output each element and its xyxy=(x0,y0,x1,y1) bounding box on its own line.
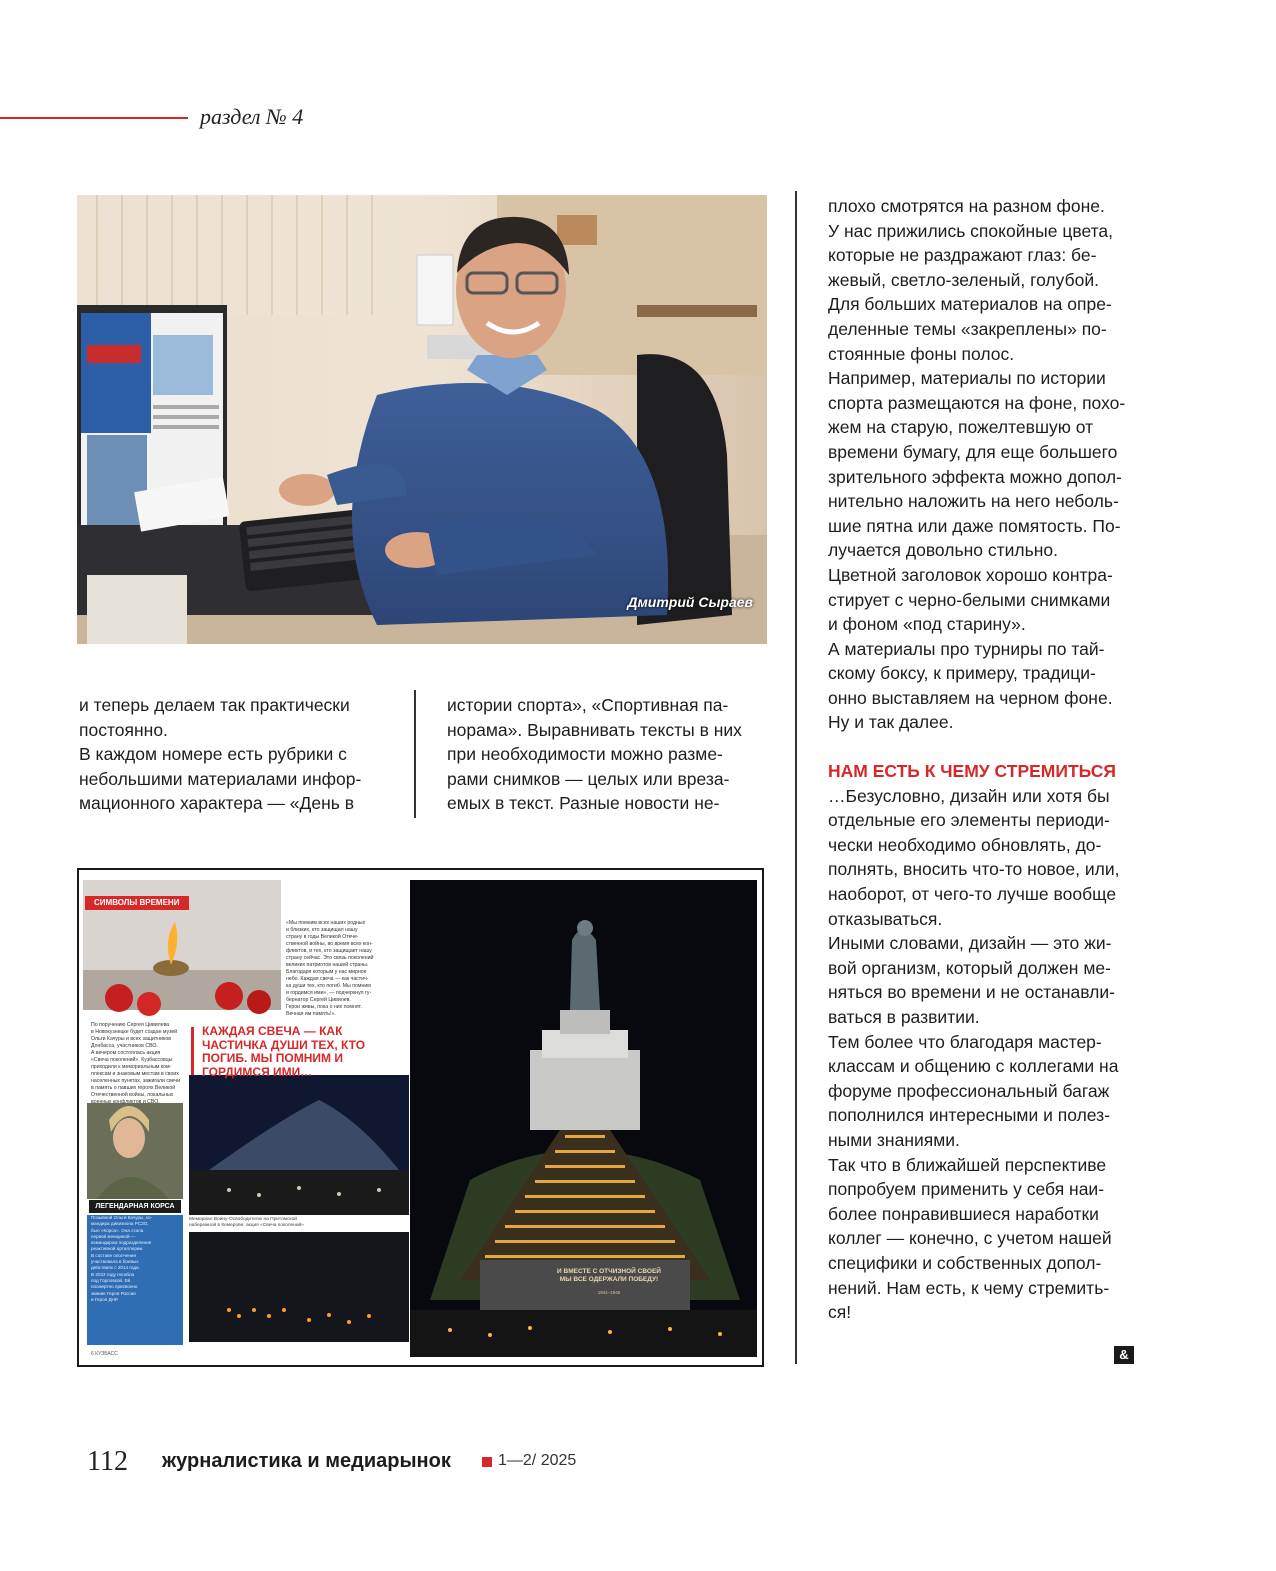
spread-legend-label: ЛЕГЕНДАРНАЯ КОРСА xyxy=(89,1200,181,1213)
spread-info-box xyxy=(87,1215,183,1345)
text-line: нений. Нам есть, к чему стремить- xyxy=(828,1277,1110,1298)
spread-box-line: действиях с 2014 года. xyxy=(91,1265,140,1271)
spread-headline-line: ГОРДИМСЯ ИМИ… xyxy=(202,1064,313,1079)
text-line: отказываться. xyxy=(828,908,943,929)
text-line: Для больших материалов на опре- xyxy=(828,294,1112,315)
text-line: Например, материалы по истории xyxy=(828,368,1106,389)
spread-box-line: реактивной артиллерии. xyxy=(91,1246,144,1252)
monument-inscription-line: 1941–1945 xyxy=(597,1290,621,1295)
text-line: норама». Выравнивать тексты в них xyxy=(447,719,742,740)
text-line: и фоном «под старину». xyxy=(828,614,1026,635)
journal-title: журналистика и медиарынок xyxy=(162,1450,451,1472)
spread-box-line: командиром подразделения xyxy=(91,1240,152,1246)
text-line: стирует с черно-белыми снимками xyxy=(828,589,1111,610)
spread-text-line: приходили к мемориальным ком- xyxy=(91,1064,172,1070)
spread-box-line: звание Героя России xyxy=(91,1290,136,1296)
text-line: ся! xyxy=(828,1302,852,1323)
spread-box-line: В составе ополчения xyxy=(91,1252,136,1258)
spread-headline xyxy=(202,1025,402,1079)
text-line: Ну и так далее. xyxy=(828,712,954,733)
text-line: и теперь делаем так практически xyxy=(79,695,350,715)
spread-text-line: и гордимся ими», — подчеркнул гу- xyxy=(286,990,372,996)
spread-text-line: в Новокузнецке будет создан музей xyxy=(91,1029,178,1035)
text-line: форуме профессиональный багаж xyxy=(828,1080,1110,1101)
text-line: классам и общению с коллегами на xyxy=(828,1056,1119,1077)
photo-credit: Дмитрий Сыраев xyxy=(627,594,753,610)
text-line: более понравившиеся наработки xyxy=(828,1203,1099,1224)
text-line: скому боксу, к примеру, традици- xyxy=(828,663,1096,684)
text-line: мационного характера — «День в xyxy=(79,793,355,814)
monument-inscription xyxy=(539,1268,679,1284)
spread-box-line: и Героя ДНР. xyxy=(91,1296,119,1302)
text-line: нительно наложить на него неболь- xyxy=(828,491,1119,512)
text-line: времени бумагу, для еще большего xyxy=(828,441,1118,462)
text-line: наоборот, от чего-то лучше вообще xyxy=(828,884,1117,905)
text-line: зрительного эффекта можно допол- xyxy=(828,466,1122,487)
spread-quote-text xyxy=(286,920,398,1018)
text-line: емых в текст. Разные новости не- xyxy=(447,793,720,814)
spread-box-line: Позывной Ольги Качуры, ко- xyxy=(91,1215,153,1220)
text-line: деленные темы «закреплены» по- xyxy=(828,318,1107,339)
text-line: Цветной заголовок хорошо контра- xyxy=(828,564,1113,585)
spread-text-line: Ольги Качуры и всех защитников xyxy=(91,1036,171,1042)
spread-text-line: ка души тех, кто погиб. Мы помним xyxy=(286,983,371,989)
page-number: 112 xyxy=(87,1446,128,1477)
text-line: ными знаниями. xyxy=(828,1129,960,1150)
text-line: Тем более что благодаря мастер- xyxy=(828,1031,1102,1052)
text-line: онно выставляем на черном фоне. xyxy=(828,687,1113,708)
text-line: постоянно. xyxy=(79,719,168,740)
text-line: чески необходимо обновлять, до- xyxy=(828,834,1102,855)
monument-photo xyxy=(410,880,757,1357)
spread-text-line: великих патриотов нашей страны. xyxy=(286,962,369,968)
text-line: специфики и собственных допол- xyxy=(828,1252,1102,1273)
spread-text-line: страну в годы Великой Отече- xyxy=(286,934,359,940)
main-photo xyxy=(77,195,767,644)
text-line: вой организм, который должен ме- xyxy=(828,957,1111,978)
spread-text-line: населенных пунктах, зажигали свечи xyxy=(91,1078,180,1084)
monument-inscription-line: МЫ ВСЕ ОДЕРЖАЛИ ПОБЕДУ! xyxy=(559,1276,659,1283)
footer-square-marker xyxy=(482,1457,492,1467)
spread-text-line: небо. Каждая свеча — как частич- xyxy=(286,976,369,982)
end-of-article-mark: & xyxy=(1114,1346,1134,1364)
text-column-middle xyxy=(447,693,767,816)
spread-caption-line: Мемориал Воину-Освободителю на Притомской xyxy=(189,1217,297,1222)
text-column-right xyxy=(828,194,1148,1325)
spread-headline-line: КАЖДАЯ СВЕЧА — КАК xyxy=(202,1024,343,1038)
photo-illustration xyxy=(77,195,767,644)
text-line: Иными словами, дизайн — это жи- xyxy=(828,933,1112,954)
text-line: которые не раздражают глаз: бе- xyxy=(828,245,1097,266)
spread-box-line: первой женщиной — xyxy=(91,1233,136,1239)
spread-caption-line: набережной в Кемерове: акция «Свеча поколений» xyxy=(189,1223,304,1228)
text-line: полнять, вносить что-то новое, или, xyxy=(828,859,1120,880)
text-line: пополнился интересными и полез- xyxy=(828,1105,1110,1126)
text-line: спорта размещаются на фоне, похо- xyxy=(828,392,1126,413)
subheading: НАМ ЕСТЬ К ЧЕМУ СТРЕМИТЬСЯ xyxy=(828,761,1116,782)
text-line: Так что в ближайшей перспективе xyxy=(828,1154,1107,1175)
spread-box-line: был «Корса». Она стала xyxy=(91,1227,144,1233)
text-line: лучается довольно стильно. xyxy=(828,540,1058,561)
spread-text-line: «Мы помним всех наших родных xyxy=(286,920,366,926)
text-line: В каждом номере есть рубрики с xyxy=(79,744,347,765)
spread-photo-caption xyxy=(189,1217,409,1229)
spread-headline-line: ПОГИБ. МЫ ПОМНИМ И xyxy=(202,1051,343,1065)
spread-text-line: Вечная им память!». xyxy=(286,1011,336,1017)
column-divider xyxy=(795,191,797,1364)
text-column-left xyxy=(79,693,399,816)
spread-box-line: под Горловкой. Ей xyxy=(91,1277,131,1283)
spread-body-text xyxy=(91,1022,199,1106)
spread-text-line: бернатор Сергей Цивилев. xyxy=(286,997,351,1003)
spread-folio: 6 КУЗБАСС xyxy=(91,1351,118,1357)
text-line: коллег — конечно, с учетом нашей xyxy=(828,1228,1112,1249)
spread-text-line: Донбасса, участников СВО. xyxy=(91,1043,158,1049)
spread-text-line: Благодаря которым у нас мирное xyxy=(286,969,367,975)
text-line: плохо смотрятся на разном фоне. xyxy=(828,196,1105,216)
issue-number: 1—2/ 2025 xyxy=(498,1452,577,1469)
text-line: отдельные его элементы периоди- xyxy=(828,810,1110,831)
spread-text-line: плексам и знаковым местам в своих xyxy=(91,1071,179,1077)
spread-text-line: Отечественной войны, локальных xyxy=(91,1092,174,1098)
monument-inscription-small xyxy=(559,1290,659,1296)
text-line: попробуем применить у себя наи- xyxy=(828,1179,1105,1200)
spread-box-line: посмертно присвоено xyxy=(91,1284,138,1290)
spread-box-line: мандира дивизиона РСЗО, xyxy=(91,1221,149,1227)
spread-text-line: Герои живы, пока о них помнят. xyxy=(286,1004,362,1010)
spread-headline-line: ЧАСТИЧКА ДУШИ ТЕХ, КТО xyxy=(202,1037,366,1052)
spread-text-line: фликтов, и тех, кто защищает нашу xyxy=(286,948,372,954)
text-line: жевый, светло-зеленый, голубой. xyxy=(828,269,1099,290)
spread-rubric-label: СИМВОЛЫ ВРЕМЕНИ xyxy=(85,896,189,910)
header-rule xyxy=(0,117,188,119)
text-line: шие пятна или даже помятость. По- xyxy=(828,515,1121,536)
text-line: стоянные фоны полос. xyxy=(828,343,1015,364)
spread-text-line: По поручению Сергея Цивилева xyxy=(91,1022,170,1028)
spread-text-line: страну сейчас. Это связь поколений xyxy=(286,955,374,961)
spread-headline-bar xyxy=(191,1027,194,1075)
column-divider xyxy=(414,690,416,818)
text-line: рами снимков — целых или вреза- xyxy=(447,768,730,789)
text-line: У нас прижились спокойные цвета, xyxy=(828,220,1114,241)
text-line: истории спорта», «Спортивная па- xyxy=(447,695,729,715)
spread-text-line: «Свеча поколений». Кузбассовцы xyxy=(91,1057,173,1063)
spread-text-line: А вечером состоялась акция xyxy=(91,1050,161,1056)
spread-text-line: и близких, кто защищал нашу xyxy=(286,927,358,933)
text-line: ваться в развитии. xyxy=(828,1007,980,1027)
magazine-spread-image xyxy=(77,868,764,1367)
text-line: жем на старую, пожелтевшую от xyxy=(828,417,1094,438)
text-line: А материалы про турниры по тай- xyxy=(828,638,1105,659)
text-line: при необходимости можно разме- xyxy=(447,744,723,765)
spread-box-line: участвовала в боевых xyxy=(91,1259,139,1265)
spread-text-line: военных конфликтов и СВО. xyxy=(91,1099,160,1105)
monument-inscription-line: И ВМЕСТЕ С ОТЧИЗНОЙ СВОЕЙ xyxy=(557,1268,661,1275)
section-label: раздел № 4 xyxy=(200,104,304,129)
text-line: …Безусловно, дизайн или хотя бы xyxy=(828,785,1110,806)
text-line: небольшими материалами инфор- xyxy=(79,768,362,789)
spread-box-line: В 2022 году погибла xyxy=(91,1271,135,1277)
text-line: няться во времени и не останавли- xyxy=(828,982,1115,1003)
spread-text-line: ственной войны, во время всех кон- xyxy=(286,941,373,947)
spread-text-line: в память о павших героях Великой xyxy=(91,1085,176,1091)
